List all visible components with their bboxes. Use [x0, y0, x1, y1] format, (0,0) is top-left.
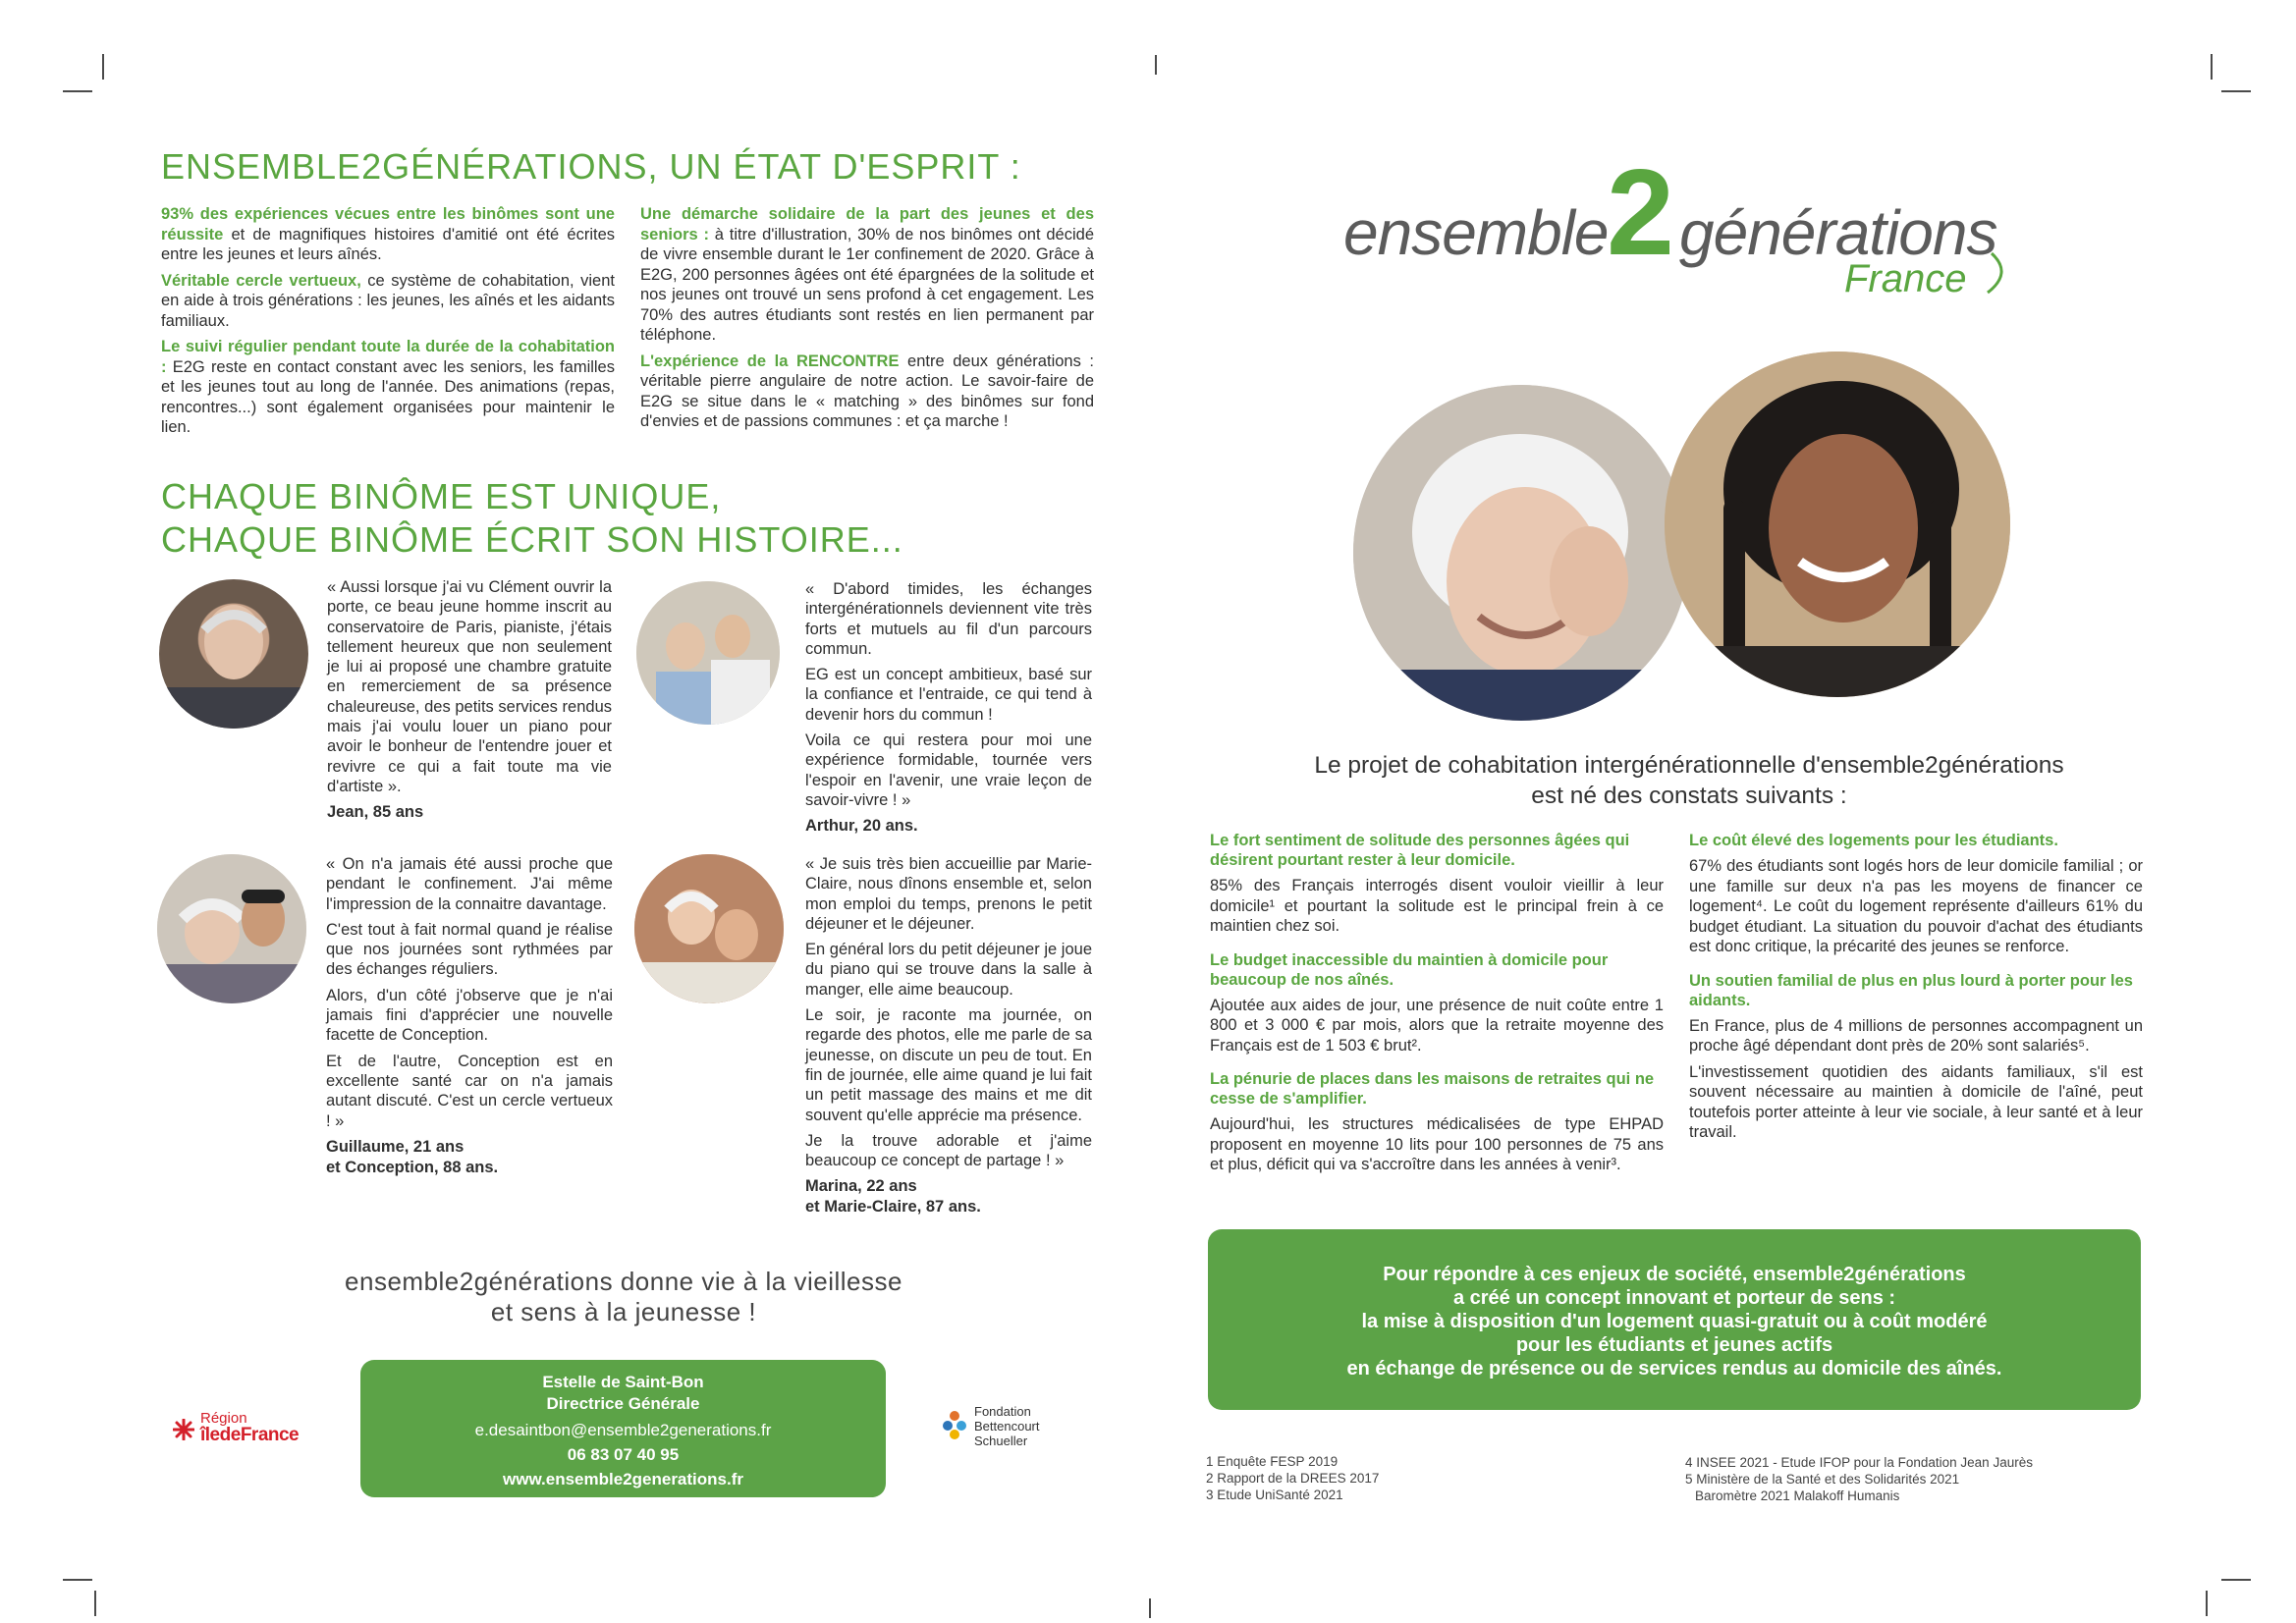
findings-column-1 [1210, 831, 1664, 1189]
brand-word-ensemble: ensemble [1343, 197, 1609, 268]
contact-website[interactable]: www.ensemble2generations.fr [503, 1470, 743, 1488]
contact-name: Estelle de Saint-Bon [542, 1373, 704, 1391]
crop-mark [2221, 90, 2251, 92]
findings-column-2 [1689, 831, 2143, 1157]
brand-word-generations: générations [1679, 197, 1997, 268]
photo-young-woman [1665, 352, 2010, 697]
finding-block: Le coût élevé des logements pour les étudiants. 67% des étudiants sont logés hors de leur domicile familial ; or une famille sur deux n'a pas les moyens de financer ce logement⁴. Le coût du logement représente d'ailleurs 61% du budget étudiant. La situation du pouvoir d'achat des étudiants est donc critique, la précarité des jeunes se renforce. [1689, 832, 2143, 955]
photo-marina-marie-claire [634, 854, 784, 1003]
crop-mark [2206, 1591, 2208, 1616]
testimonial-arthur: « D'abord timides, les échanges intergénérationnels deviennent vite très forts et mutuels au fil d'un parcours commun. EG est un concept ambitieux, basé sur la confiance et l'entraide, ce qui tend à devenir hors du commun ! Voila ce qui restera pour moi une expérience formidable, tournée vers l'espoir en l'avenir, une vraie leçon de savoir-vivre ! » Arthur, 20 ans. [805, 580, 1092, 836]
crop-mark [1155, 55, 1157, 75]
finding-block: Un soutien familial de plus en plus lourd à porter pour les aidants. En France, plus de 4 millions de personnes accompagnent un proche âgé dépendant dont près de 20% sont salariés⁵. L'investissement quotidien des aidants familiaux, s'il est souvent nécessaire au maintien à domicile de l'aîné, peut toutefois porter atteinte à leur vie sociale, à leur santé et à leur travail. [1689, 971, 2143, 1141]
contact-role: Directrice Générale [546, 1394, 700, 1413]
spirit-paragraph: 93% des expériences vécues entre les binômes sont une réussite et de magnifiques histoires d'amitié ont été écrites entre les jeunes et leurs aînés. [161, 205, 615, 263]
crop-mark [1149, 1598, 1151, 1618]
slogan: ensemble2générations donne vie à la vieillesse et sens à la jeunesse ! [345, 1267, 902, 1326]
spirit-paragraph: Le suivi régulier pendant toute la durée de la cohabitation : E2G reste en contact constant avec les seniors, les familles et les jeunes tout au long de l'année. Des animations (repas, rencontres...) sont également organisées pour maintenir le lien. [161, 338, 615, 436]
photo-guillaume-conception [157, 854, 306, 1003]
crop-mark [94, 1591, 96, 1616]
testimonial-marina: « Je suis très bien accueillie par Marie-Claire, nous dînons ensemble et, selon mon emploi du temps, prenons le petit déjeuner et le déjeuner. En général lors du petit déjeuner je joue du piano qui se trouve dans la salle à manger, elle aime beaucoup. Le soir, je raconte ma journée, on regarde des photos, elle me parle de sa jeunesse, on discute un peu de tout. En fin de journée, elle aime quand je lui fait un petit massage des mains et me dit souvent qu'elle apprécie ma présence. Je la trouve adorable et j'aime beaucoup ce concept de partage ! » Marina, 22 ans et Marie-Claire, 87 ans. [805, 855, 1092, 1217]
spirit-paragraph: Véritable cercle vertueux, ce système de cohabitation, vient en aide à trois générations : les jeunes, les aînés et les aidants familiaux. [161, 271, 615, 330]
contact-email[interactable]: e.desaintbon@ensemble2generations.fr [474, 1421, 772, 1439]
crop-mark [63, 1579, 92, 1581]
spirit-paragraph: Une démarche solidaire de la part des jeunes et des seniors : à titre d'illustration, 30% de nos binômes ont décidé de vivre ensemble durant le 1er confinement de 2020. Grâce à E2G, 200 personnes âgées ont été épargnées de la solitude et nos jeunes ont trouvé un sens profond à cet engagement. Les 70% des autres étudiants sont restés en lien permanent par téléphone. [640, 205, 1094, 344]
spirit-column-2 [640, 204, 1094, 438]
spirit-paragraph: L'expérience de la RENCONTRE entre deux générations : véritable pierre angulaire de notre action. Le savoir-faire de E2G se situe dans le « matching » des binômes sur fond d'envies et de passions communes : et ça marche ! [640, 352, 1094, 430]
finding-block: Le budget inaccessible du maintien à domicile pour beaucoup de nos aînés. Ajoutée aux aides de jour, une présence de nuit coûte entre 1 800 et 3 000 € par mois, alors que la retraite moyenne des Français est de 1 503 € brut². [1210, 950, 1664, 1055]
brand-digit: 2 [1607, 145, 1674, 281]
crop-mark [2221, 1579, 2251, 1581]
crop-mark [63, 90, 92, 92]
contact-box [360, 1360, 886, 1497]
testimonial-guillaume: « On n'a jamais été aussi proche que pendant le confinement. J'ai même l'impression de la connaitre davantage. C'est tout à fait normal quand je réalise que nos journées sont rythmées par des échanges réguliers. Alors, d'un côté j'observe que je n'ai jamais fini d'apprécier une nouvelle facette de Conception. Et de l'autre, Conception est en excellente santé car on n'a jamais autant discuté. C'est un cercle vertueux ! » Guillaume, 21 ans et Conception, 88 ans. [326, 855, 613, 1176]
footnotes-left: 1 Enquête FESP 2019 2 Rapport de la DREES 2017 3 Etude UniSanté 2021 [1206, 1454, 1380, 1502]
testimonial-jean: « Aussi lorsque j'ai vu Clément ouvrir la porte, ce beau jeune homme inscrit au conservatoire de Paris, pianiste, j'étais tellement heureux que non seulement je lui ai proposé une chambre gratuite en remerciement de sa présence chaleureuse, des petits services rendus mais j'ai voulu louer un piano pour avoir le bonheur de l'entendre jouer et revivre ce qui a fait toute ma vie d'artiste ». Jean, 85 ans [327, 578, 612, 822]
section-heading-spirit: ENSEMBLE2GÉNÉRATIONS, UN ÉTAT D'ESPRIT : [161, 146, 1021, 187]
project-intro: Le projet de cohabitation intergénérationnelle d'ensemble2générations est né des constats suivants : [1314, 752, 2064, 809]
photo-elderly-woman [1353, 385, 1689, 721]
crop-mark [102, 54, 104, 80]
brand-swoosh-icon [1984, 251, 2013, 295]
contact-phone[interactable]: 06 83 07 40 95 [567, 1445, 680, 1464]
finding-block: La pénurie de places dans les maisons de retraites qui ne cesse de s'amplifier. Aujourd'hui, les structures médicalisées de type EHPAD proposent en moyenne 10 lits pour 100 personnes de 75 ans et plus, déficit qui va s'accroître dans les années à venir³. [1210, 1070, 1664, 1173]
section-heading-binome: CHAQUE BINÔME EST UNIQUE, CHAQUE BINÔME ÉCRIT SON HISTOIRE... [161, 476, 903, 560]
star-icon [173, 1419, 194, 1440]
spirit-column-1 [161, 204, 615, 444]
photo-jean [159, 579, 308, 729]
region-ile-de-france-logo: Région îledeFrance [173, 1411, 320, 1450]
brand-logo [1343, 145, 2031, 314]
photo-arthur [636, 581, 780, 725]
footnotes-right: 4 INSEE 2021 - Etude IFOP pour la Fondation Jean Jaurès 5 Ministère de la Santé et des Solidarités 2021 Baromètre 2021 Malakoff Humanis [1685, 1455, 2033, 1503]
fondation-bettencourt-schueller-logo: Fondation Bettencourt Schueller [941, 1404, 1078, 1453]
call-to-action-box: Pour répondre à ces enjeux de société, ensemble2générations a créé un concept innovant et porteur de sens : la mise à disposition d'un logement quasi-gratuit ou à coût modéré pour les étudiants et jeunes actifs en échange de présence ou de services rendus au domicile des aînés. [1208, 1229, 2141, 1410]
fondation-emblem-icon [941, 1410, 968, 1439]
crop-mark [2211, 54, 2213, 80]
finding-block: Le fort sentiment de solitude des personnes âgées qui désirent pourtant rester à leur domicile. 85% des Français interrogés disent vouloir vieillir à leur domicile¹ et pourtant la solitude est le principal frein à ce maintien chez soi. [1210, 832, 1664, 935]
brand-country: France [1844, 257, 1967, 300]
